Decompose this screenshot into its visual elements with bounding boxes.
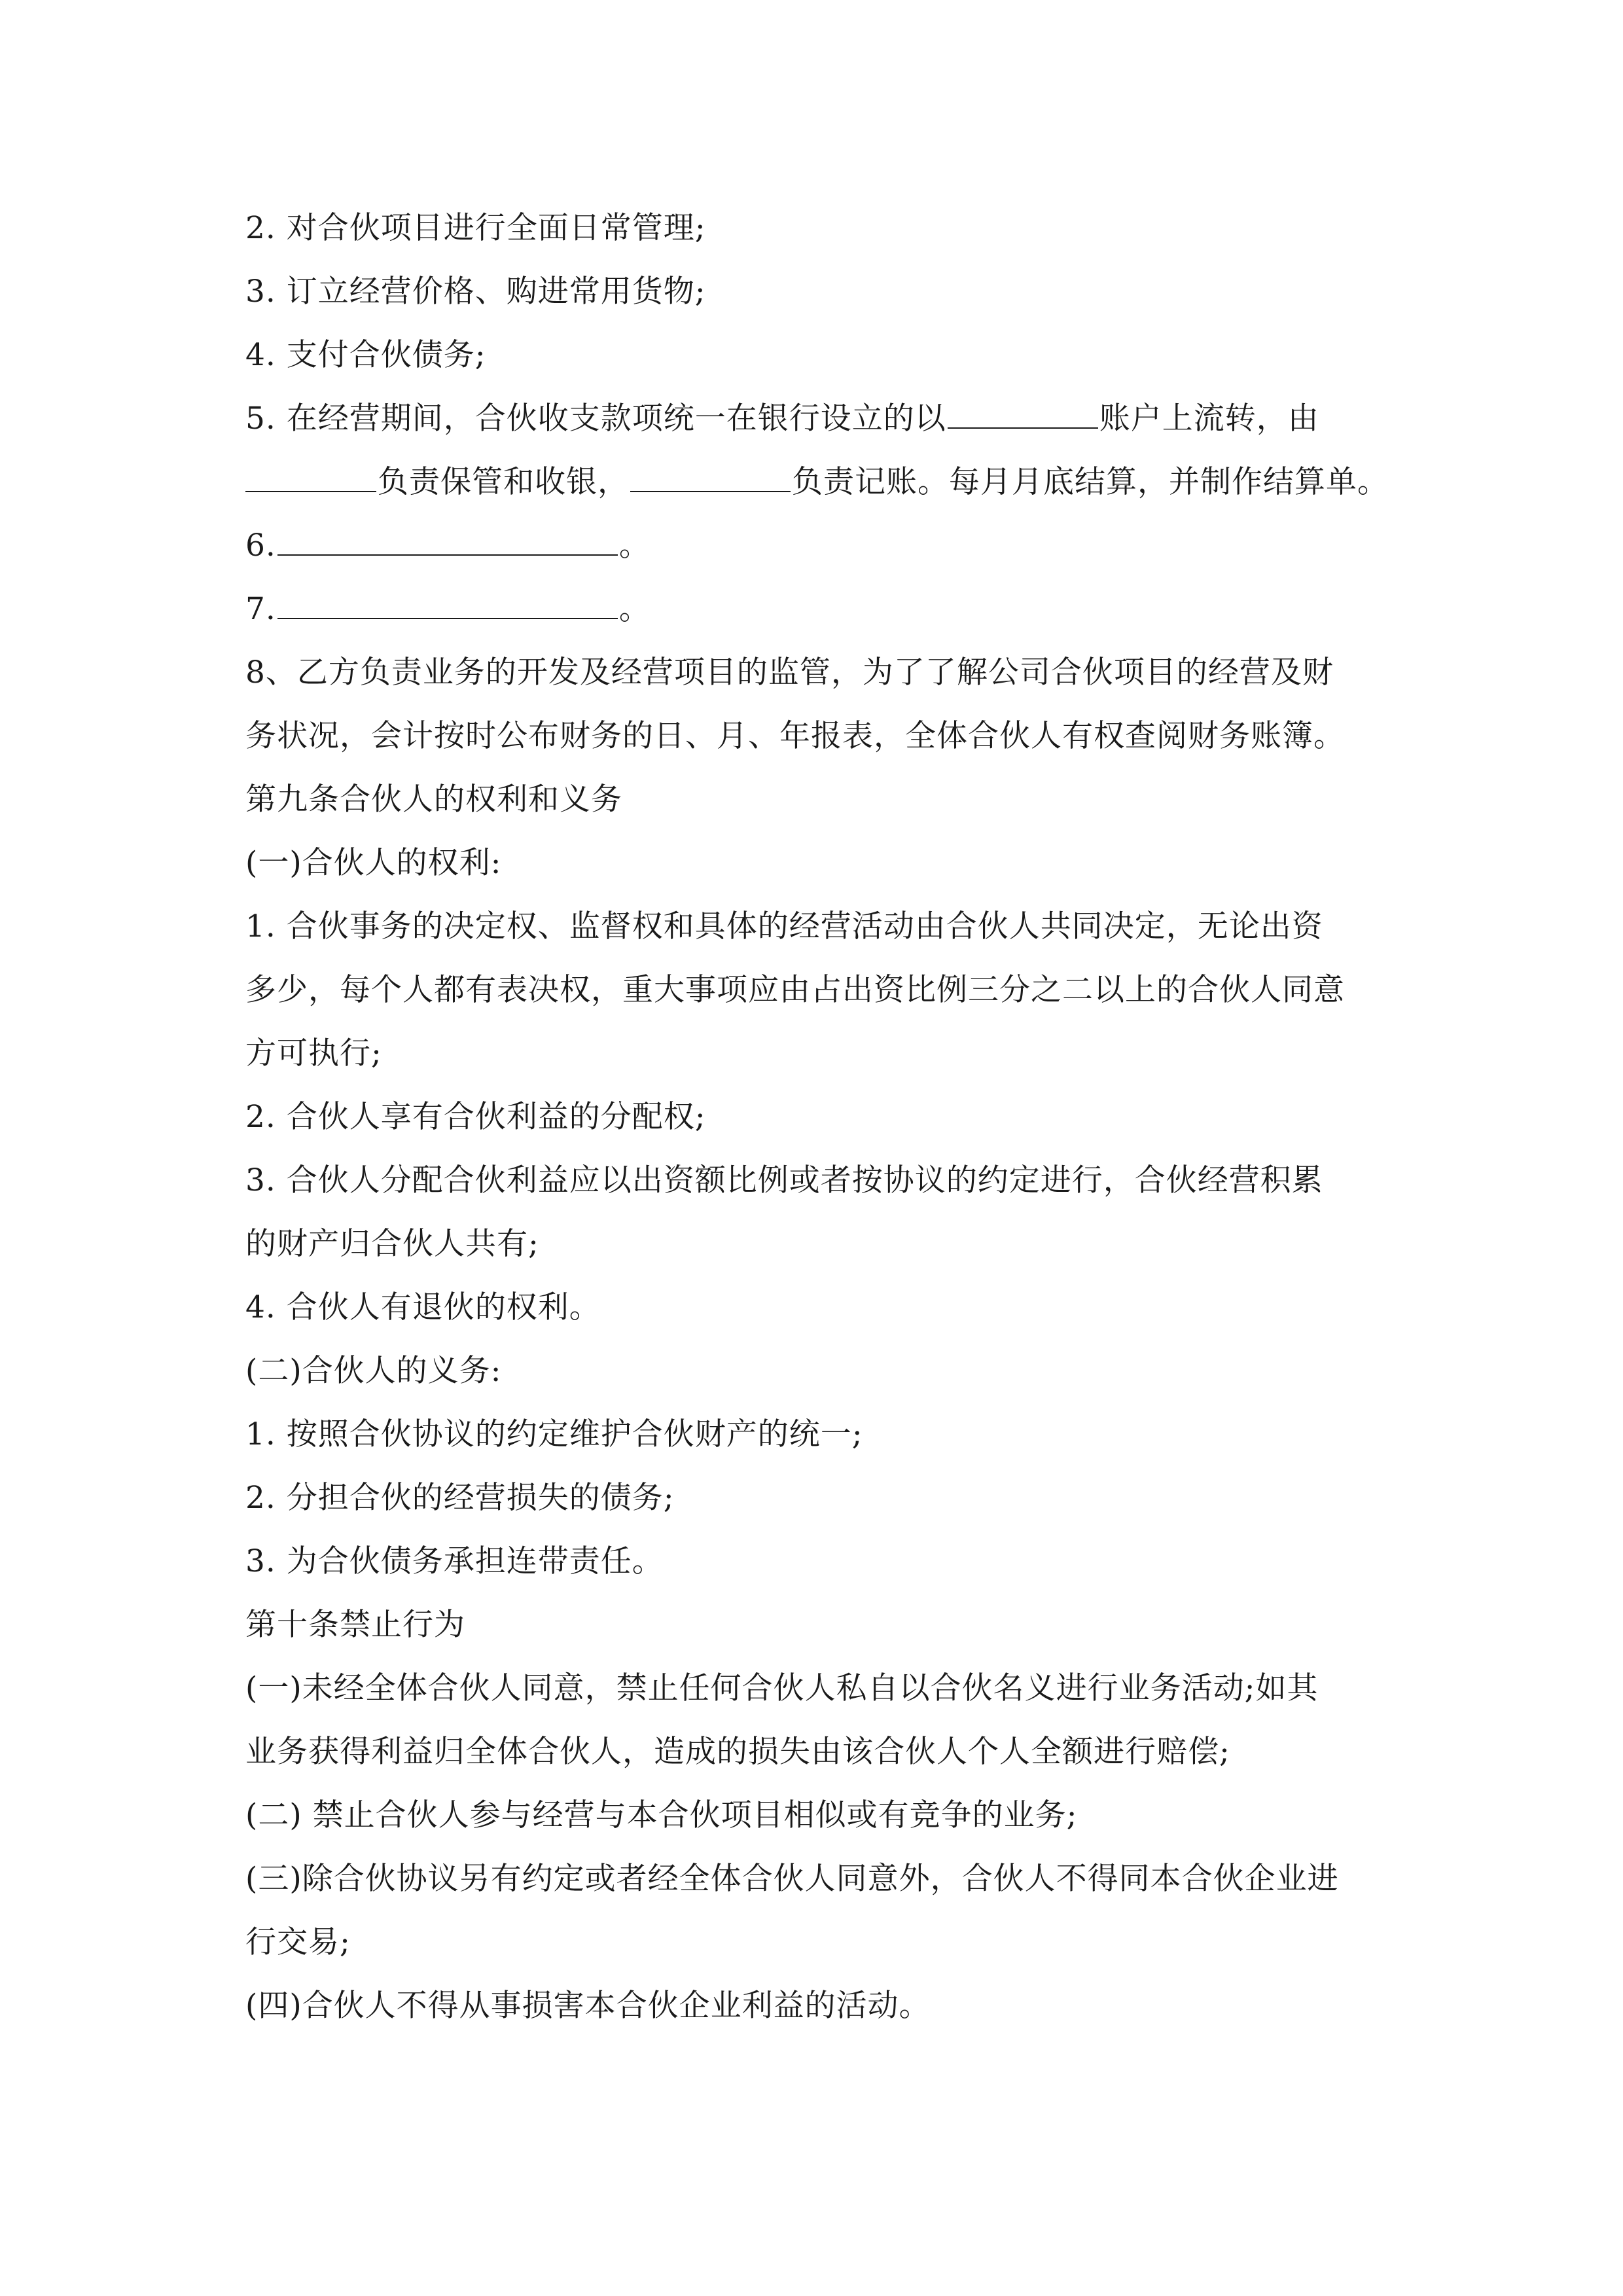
fill-in-blank[interactable]	[630, 456, 791, 492]
text-segment: 。	[618, 591, 651, 627]
text-line: (一)未经全体合伙人同意，禁止任何合伙人私自以合伙名义进行业务活动;如其	[245, 1670, 1319, 1706]
text-line: (三)除合伙协议另有约定或者经全体合伙人同意外，合伙人不得同本合伙企业进	[245, 1861, 1339, 1897]
text-line: 多少，每个人都有表决权，重大事项应由占出资比例三分之二以上的合伙人同意	[245, 972, 1345, 1008]
section-heading: 第九条合伙人的权利和义务	[245, 781, 622, 817]
subsection-heading: (二)合伙人的义务:	[245, 1353, 502, 1389]
fill-in-blank[interactable]	[277, 519, 618, 556]
text-line	[245, 577, 1410, 641]
text-segment: 5. 在经营期间，合伙收支款项统一在银行设立的以	[245, 401, 946, 437]
text-line: 2. 对合伙项目进行全面日常管理;	[245, 210, 706, 246]
text-line	[245, 514, 1410, 577]
text-line: 3. 订立经营价格、购进常用货物;	[245, 274, 706, 310]
text-line: 2. 分担合伙的经营损失的债务;	[245, 1480, 675, 1516]
text-segment: 负责记账。每月月底结算，并制作结算单。	[792, 464, 1389, 500]
text-segment: 。	[618, 528, 651, 564]
text-line: 3. 为合伙债务承担连带责任。	[245, 1543, 664, 1579]
text-line: 业务获得利益归全体合伙人，造成的损失由该合伙人个人全额进行赔偿;	[245, 1734, 1230, 1770]
text-line	[245, 387, 1410, 450]
text-line: 1. 合伙事务的决定权、监督权和具体的经营活动由合伙人共同决定，无论出资	[245, 908, 1323, 944]
text-line: 3. 合伙人分配合伙利益应以出资额比例或者按协议的约定进行，合伙经营积累	[245, 1162, 1323, 1198]
text-segment: 负责保管和收银，	[378, 464, 629, 500]
section-heading: 第十条禁止行为	[245, 1607, 465, 1643]
subsection-heading: (一)合伙人的权利:	[245, 845, 502, 881]
text-segment: 6.	[245, 528, 276, 564]
fill-in-blank[interactable]	[948, 392, 1098, 429]
fill-in-blank[interactable]	[245, 456, 376, 492]
text-segment: 7.	[245, 591, 276, 627]
text-line: 4. 合伙人有退伙的权利。	[245, 1289, 601, 1325]
text-line: 的财产归合伙人共有;	[245, 1226, 539, 1262]
text-segment: 账户上流转，由	[1099, 401, 1319, 437]
text-line: 2. 合伙人享有合伙利益的分配权;	[245, 1099, 706, 1135]
text-line: 8、乙方负责业务的开发及经营项目的监管，为了了解公司合伙项目的经营及财	[245, 655, 1334, 691]
text-line: 1. 按照合伙协议的约定维护合伙财产的统一;	[245, 1416, 863, 1452]
text-line: 4. 支付合伙债务;	[245, 337, 486, 373]
text-line: (二) 禁止合伙人参与经营与本合伙项目相似或有竞争的业务;	[245, 1797, 1078, 1833]
text-line	[245, 450, 1410, 514]
fill-in-blank[interactable]	[277, 583, 618, 619]
text-line: 务状况，会计按时公布财务的日、月、年报表，全体合伙人有权查阅财务账簿。	[245, 718, 1345, 754]
text-line: (四)合伙人不得从事损害本合伙企业利益的活动。	[245, 1988, 931, 2024]
text-line: 方可执行;	[245, 1035, 382, 1071]
document-body	[245, 196, 1410, 2037]
text-line: 行交易;	[245, 1924, 351, 1960]
